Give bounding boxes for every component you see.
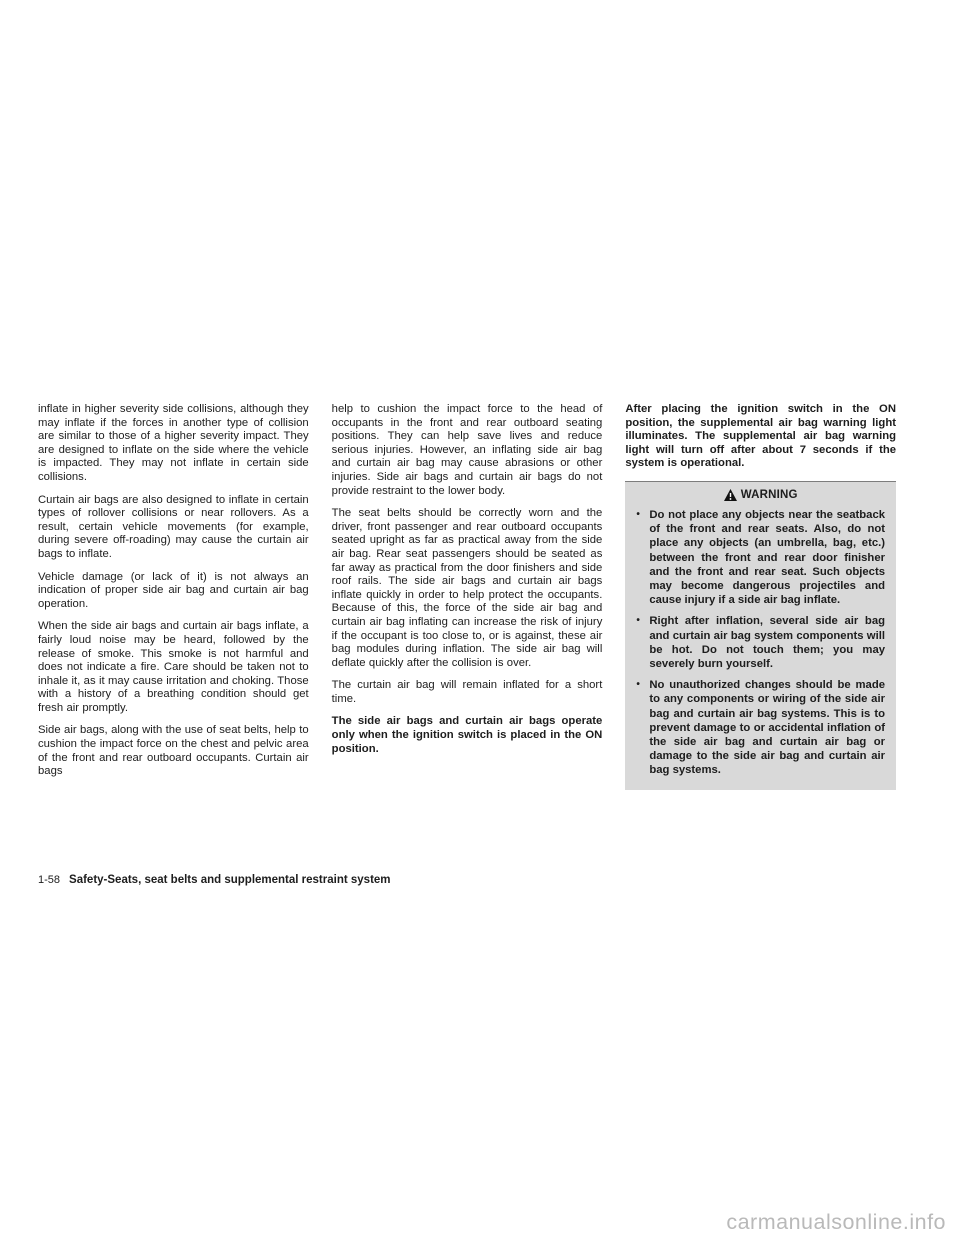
column-middle <box>332 403 603 790</box>
watermark: carmanualsonline.info <box>726 1210 946 1234</box>
warning-bullet-item <box>636 614 885 671</box>
warning-bullet-item <box>636 508 885 607</box>
bullet-marker: • <box>636 679 640 691</box>
body-paragraph: The curtain air bag will remain inflated for a short time. <box>331 679 603 705</box>
column-left <box>38 403 309 790</box>
body-paragraph: help to cushion the impact force to the head of occupants in the front and rear outboard seating positions. They can help save lives and reduce serious injuries. However, an inflating side air bag and curtain air bag may cause abrasions or other injuries. Side air bags and curtain air bags do not provide restraint to the lower body. <box>331 403 603 497</box>
warning-icon <box>724 489 737 501</box>
column-right <box>625 403 896 790</box>
body-paragraph: Curtain air bags are also designed to inflate in certain types of rollover collisions or near rollovers. As a result, certain vehicle movements (for example, during severe off-roading) may cause the curtain air bags to inflate. <box>38 493 309 560</box>
body-paragraph: inflate in higher severity side collisions, although they may inflate if the forces in another type of collision are similar to those of a higher severity impact. They are designed to inflate on the side where the vehicle is impacted. They may not inflate in certain side collisions. <box>38 403 309 483</box>
page-number: 1-58 <box>38 874 61 886</box>
warning-title: WARNING <box>740 488 798 501</box>
footer-section-title: Safety-Seats, seat belts and supplemental restraint system <box>69 874 391 886</box>
bold-note-paragraph: The side air bags and curtain air bags operate only when the ignition switch is placed in the ON position. <box>331 715 603 755</box>
warning-box <box>625 481 896 790</box>
page-content <box>38 403 896 790</box>
body-paragraph: Side air bags, along with the use of seat belts, help to cushion the impact force on the chest and pelvic area of the front and rear outboard occupants. Curtain air bags <box>38 724 309 778</box>
bullet-marker: • <box>636 615 640 627</box>
warning-bullet-item <box>636 678 885 777</box>
page-footer <box>38 874 391 886</box>
bold-note-paragraph: After placing the ignition switch in the ON position, the supplemental air bag warning light illuminates. The supplemental air bag warning light will turn off after about 7 seconds if the system is operational. <box>625 403 897 470</box>
warning-bullet-text: No unauthorized changes should be made to any components or wiring of the side air bag and curtain air bag systems. This is to prevent damage to or accidental inflation of the side air bag and curtain air bag or damage to the side air bag and curtain air bag systems. <box>649 679 886 777</box>
warning-header <box>636 489 885 501</box>
warning-bullet-text: Right after inflation, several side air bag and curtain air bag system components will be hot. Do not touch them; you may severely burn yourself. <box>649 615 886 670</box>
body-paragraph: The seat belts should be correctly worn and the driver, front passenger and rear outboard occupants seated upright as far as practical away from the side air bag. Rear seat passengers should be seated as far away as practical from the door finishers and side roof rails. The side air bags and curtain air bags inflate quickly in order to help protect the occupants. Because of this, the force of the side air bag and curtain air bag inflating can increase the risk of injury if the occupant is too close to, or is against, these air bag modules during inflation. The side air bag will deflate quickly after the collision is over. <box>331 507 603 669</box>
warning-bullet-text: Do not place any objects near the seatback of the front and rear seats. Also, do not place any objects (an umbrella, bag, etc.) between the front and rear door finisher and the front and rear seat. Such objects may become dangerous projectiles and cause injury if a side air bag inflate. <box>649 508 886 607</box>
body-paragraph: When the side air bags and curtain air bags inflate, a fairly loud noise may be heard, followed by the release of smoke. This smoke is not harmful and does not indicate a fire. Care should be taken not to inhale it, as it may cause irritation and choking. Those with a history of a breathing condition should get fresh air promptly. <box>38 620 309 714</box>
bullet-marker: • <box>636 508 640 520</box>
body-paragraph: Vehicle damage (or lack of it) is not always an indication of proper side air bag and curtain air bag operation. <box>38 570 309 610</box>
